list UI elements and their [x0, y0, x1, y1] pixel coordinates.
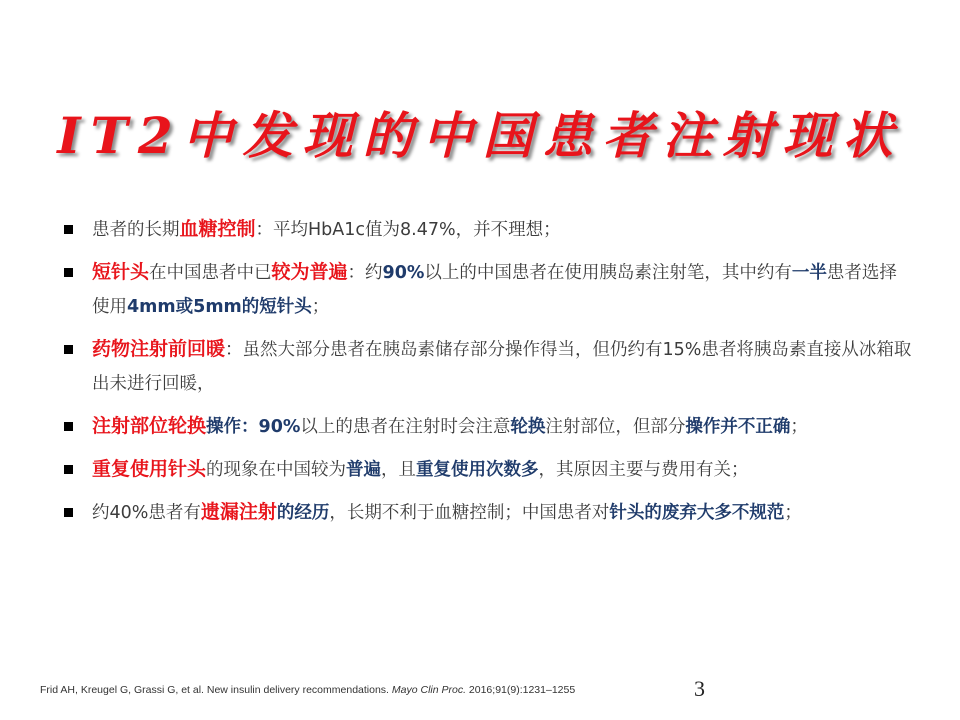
page-number: 3: [694, 676, 705, 701]
highlight-red: 短针头: [92, 261, 150, 283]
highlight-blue: 普遍: [346, 460, 382, 480]
bullet-text: 患者的长期: [92, 220, 180, 240]
bullet-text: ：虽然大部分患者在胰岛素储存部分操作得当，但仍约有15%患者将胰岛素直接从冰箱取出未进行回暖，: [92, 340, 912, 394]
square-bullet-icon: [64, 345, 73, 354]
highlight-blue: 4mm或5mm的短针头: [127, 297, 312, 317]
bullet-text: 以上的中国患者在使用胰岛素注射笔，其中约有: [424, 263, 792, 283]
square-bullet-icon: [64, 268, 73, 277]
square-bullet-icon: [64, 465, 73, 474]
slide-title: IT2中发现的中国患者注射现状: [57, 106, 903, 165]
highlight-red: 重复使用针头: [92, 458, 207, 480]
bullet-text: ，其原因主要与费用有关；: [538, 460, 749, 480]
bullet-item: [62, 495, 912, 530]
bullet-text: ，且: [381, 460, 417, 480]
highlight-blue: 重复使用次数多: [416, 460, 539, 480]
bullet-text: ：约: [347, 263, 383, 283]
highlight-blue: 轮换: [510, 417, 546, 437]
highlight-blue: 一半: [791, 263, 827, 283]
highlight-red: 药物注射前回暖: [92, 338, 226, 360]
bullet-item: [62, 212, 912, 247]
bullet-item: [62, 452, 912, 487]
bullet-text: 注射部位，但部分: [545, 417, 686, 437]
bullet-text: ；: [790, 417, 808, 437]
citation: [40, 684, 575, 696]
square-bullet-icon: [64, 508, 73, 517]
bullet-text: ；: [311, 297, 330, 317]
bullet-text: 患者选择使用: [92, 263, 897, 317]
highlight-blue: 的经历: [276, 503, 330, 523]
highlight-red: 注射部位轮换: [92, 415, 207, 437]
highlight-red: 血糖控制: [179, 218, 256, 240]
highlight-blue: 操作：: [206, 417, 259, 437]
highlight-blue: 操作并不正确: [685, 417, 791, 437]
bullet-item: [62, 409, 912, 444]
citation-authors: Frid AH, Kreugel G, Grassi G, et al. New insulin delivery recommendations.: [40, 684, 392, 696]
bullet-text: 以上的患者在注射时会注意: [300, 417, 511, 437]
bullet-text: ；: [784, 503, 802, 523]
citation-journal: Mayo Clin Proc.: [391, 684, 466, 696]
citation-details: 2016;91(9):1231–1255: [466, 684, 576, 696]
highlight-red: 较为普遍: [271, 261, 348, 283]
bullet-item: [62, 332, 912, 401]
square-bullet-icon: [64, 422, 73, 431]
highlight-blue: 90%: [382, 263, 425, 283]
bullet-text: 在中国患者中已: [149, 263, 272, 283]
bullet-text: ，长期不利于血糖控制；中国患者对: [329, 503, 610, 523]
square-bullet-icon: [64, 225, 73, 234]
highlight-blue: 针头的废弃大多不规范: [609, 503, 785, 523]
bullet-text: 约40%患者有: [92, 503, 201, 523]
bullet-list: [62, 212, 912, 538]
bullet-text: 的现象在中国较为: [206, 460, 347, 480]
bullet-item: [62, 255, 912, 324]
bullet-text: ：平均HbA1c值为8.47%，并不理想；: [255, 220, 561, 240]
highlight-blue: 90%: [258, 417, 301, 437]
highlight-red: 遗漏注射: [200, 501, 277, 523]
